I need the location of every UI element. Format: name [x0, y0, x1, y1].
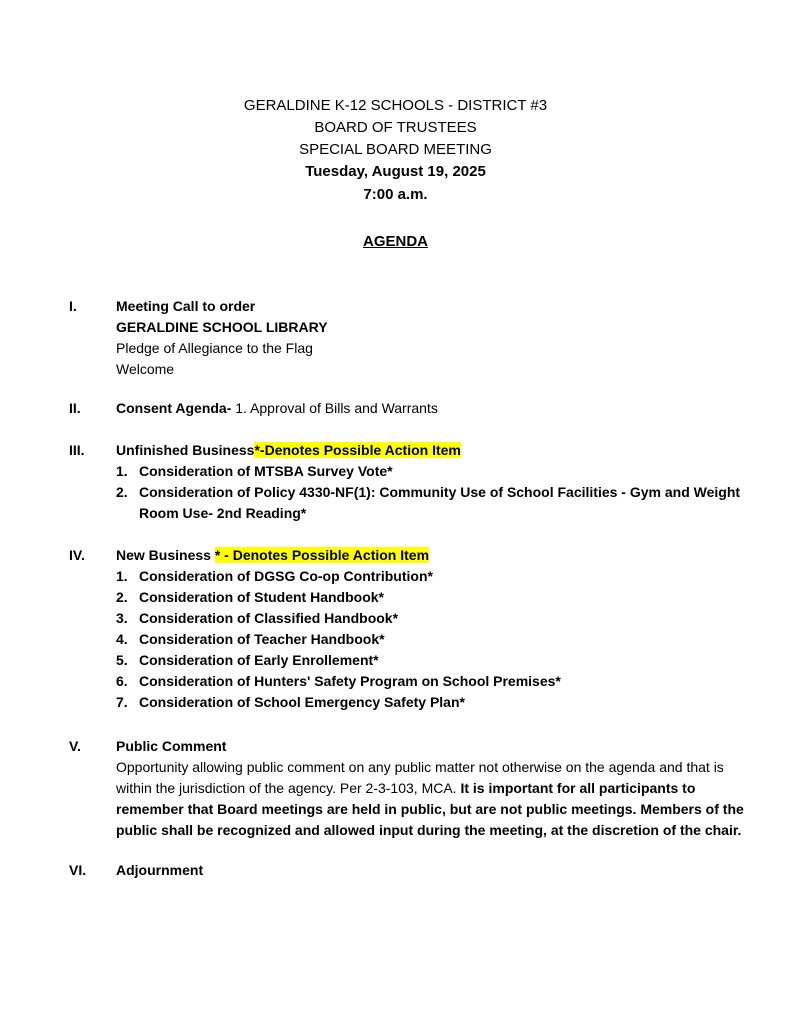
- section-number: III.: [69, 442, 85, 458]
- meeting-location: GERALDINE SCHOOL LIBRARY: [116, 319, 328, 335]
- section-number: V.: [69, 738, 81, 754]
- district-name: GERALDINE K-12 SCHOOLS - DISTRICT #3: [243, 97, 548, 114]
- section-number: IV.: [69, 547, 85, 563]
- list-item: [116, 629, 756, 650]
- public-comment-plain: Opportunity allowing public comment on any public matter not otherwise on the agenda and that is within the jurisdiction of the agency. Per 2-3-103, MCA.: [116, 759, 724, 796]
- item-text: Consideration of Hunters' Safety Program on School Premises*: [139, 673, 561, 689]
- meeting-type: SPECIAL BOARD MEETING: [299, 141, 492, 158]
- board-name: BOARD OF TRUSTEES: [314, 119, 477, 136]
- meeting-time: 7:00 a.m.: [363, 186, 428, 203]
- item-number: 6.: [116, 673, 128, 689]
- item-number: 2.: [116, 484, 128, 500]
- list-item: [116, 482, 756, 524]
- action-item-note: *-Denotes Possible Action Item: [254, 442, 461, 458]
- item-number: 1.: [116, 463, 128, 479]
- item-text: Consideration of MTSBA Survey Vote*: [139, 463, 393, 479]
- item-text: Consideration of Student Handbook*: [139, 589, 384, 605]
- item-text: Consideration of Policy 4330-NF(1): Community Use of School Facilities - Gym and Weight Room Use- 2nd Reading*: [139, 484, 741, 521]
- item-number: 4.: [116, 631, 128, 647]
- list-item: [116, 671, 756, 692]
- section-title: Adjournment: [116, 862, 204, 878]
- meeting-date: Tuesday, August 19, 2025: [305, 163, 486, 180]
- section-title: Meeting Call to order: [116, 298, 256, 314]
- public-comment-notice: It is important for all participants to remember that Board meetings are held in public, but are not public meetings. Members of the public shall be recognized and allowed input during the meeting, at the discretion of the chair.: [116, 780, 744, 838]
- item-text: Consideration of Early Enrollement*: [139, 652, 379, 668]
- item-text: Consideration of Classified Handbook*: [139, 610, 399, 626]
- item-text: Consideration of Teacher Handbook*: [139, 631, 385, 647]
- item-number: 5.: [116, 652, 128, 668]
- item-text: Consideration of School Emergency Safety Plan*: [139, 694, 465, 710]
- pledge-text: Pledge of Allegiance to the Flag: [116, 340, 313, 356]
- list-item: [116, 608, 756, 629]
- section-number: VI.: [69, 862, 87, 878]
- list-item: [116, 587, 756, 608]
- item-number: 3.: [116, 610, 128, 626]
- section-title: Unfinished Business: [116, 442, 255, 458]
- section-number: I.: [69, 298, 77, 314]
- consent-item: 1. Approval of Bills and Warrants: [231, 400, 438, 416]
- list-item: [116, 692, 756, 713]
- item-text: Consideration of DGSG Co-op Contribution*: [139, 568, 433, 584]
- section-title: New Business: [116, 547, 215, 563]
- public-comment-text: [116, 757, 756, 841]
- item-number: 7.: [116, 694, 128, 710]
- section-number: II.: [69, 400, 81, 416]
- item-number: 1.: [116, 568, 128, 584]
- list-item: [116, 650, 756, 671]
- list-item: [116, 566, 756, 587]
- section-title: Public Comment: [116, 738, 227, 754]
- item-number: 2.: [116, 589, 128, 605]
- welcome-text: Welcome: [116, 361, 175, 377]
- action-item-note: * - Denotes Possible Action Item: [214, 547, 430, 563]
- section-title: Consent Agenda-: [116, 400, 232, 416]
- list-item: [116, 461, 756, 482]
- agenda-title: AGENDA: [362, 233, 428, 250]
